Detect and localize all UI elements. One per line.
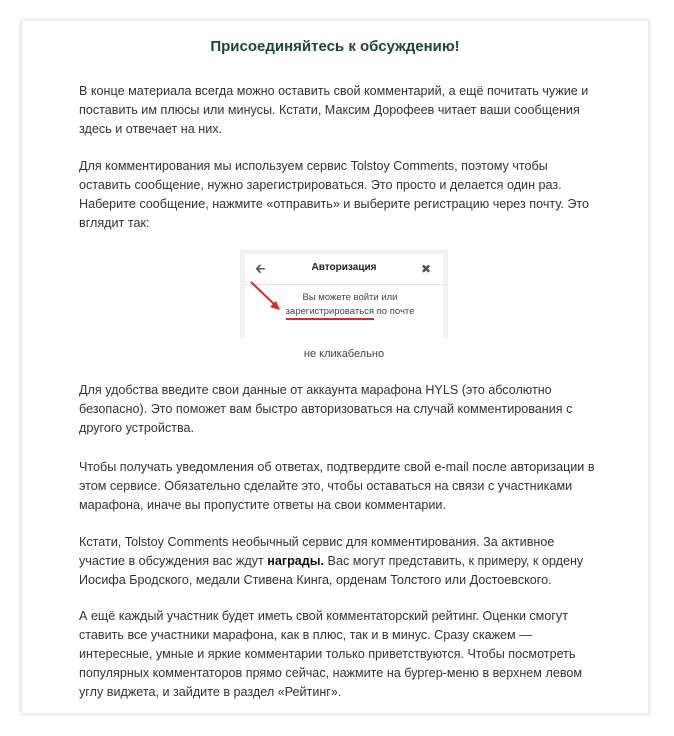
paragraph-intro: В конце материала всегда можно оставить свой комментарий, а ещё почитать чужие и поставить им плюсы или минусы. Кстати, Максим Дорофеев читает ваши сообщения здесь и отвечает на них. [79, 84, 589, 136]
auth-dialog [245, 254, 443, 338]
auth-dialog-title: Авторизация [311, 262, 377, 273]
red-arrow-icon [249, 280, 283, 314]
close-icon: ✖ [420, 262, 431, 276]
auth-text-after-link: по почте [374, 306, 415, 317]
rewards-bold: награды. [267, 554, 325, 568]
paragraph-registration: Для комментирования мы используем сервис Tolstoy Comments, поэтому чтобы оставить сообщение, нужно зарегистрироваться. Это просто и делается один раз. Наберите сообщение, нажмите «отправить» и выберите регистрацию через почту. Это вглядит так: [79, 159, 590, 230]
arrow-left-icon: 🡰 [255, 261, 266, 276]
paragraph-email-confirm: Чтобы получать уведомления об ответах, подтвердите свой e-mail после авторизации в этом сервисе. Обязательно сделайте это, чтобы оставаться на связи с участниками марафона, иначе вы пропустите ответы на свои комментарии. [79, 460, 595, 512]
auth-screenshot [240, 250, 448, 360]
register-link: зарегистрироваться [285, 306, 375, 317]
paragraph-hyls-account: Для удобства введите свои данные от аккаунта марафона HYLS (это абсолютно безопасно). Это поможет вам быстро авторизоваться на случай комментирования с другого устройства. [79, 383, 573, 435]
auth-text-line1: Вы можете войти или [302, 292, 398, 303]
paragraph-rating: А ещё каждый участник будет иметь свой комментаторский рейтинг. Оценки смогут ставить все участники марафона, как в плюс, так и в минус. Сразу скажем — интересные, умные и яркие комментарии только приветствуются. Чтобы посмотреть популярных комментаторов прямо сейчас, нажмите на бургер-меню в верхнем левом углу виджета, и зайдите в раздел «Рейтинг». [79, 609, 583, 699]
rewards-text-before: Кстати, Tolstoy Comments необычный сервис для комментирования. За активное участие в обсуждения вас ждут [79, 535, 555, 568]
discussion-card [21, 20, 649, 714]
auth-dialog-text [267, 291, 433, 319]
rewards-text-after: Вас могут представить, к примеру, к ордену Иосифа Бродского, медали Стивена Кинга, орденам Толстого или Достоевского. [79, 554, 584, 587]
paragraph-rewards [79, 533, 601, 590]
section-title: Присоединяйтесь к обсуждению! [210, 38, 460, 55]
figure-caption: не кликабельно [303, 348, 385, 360]
